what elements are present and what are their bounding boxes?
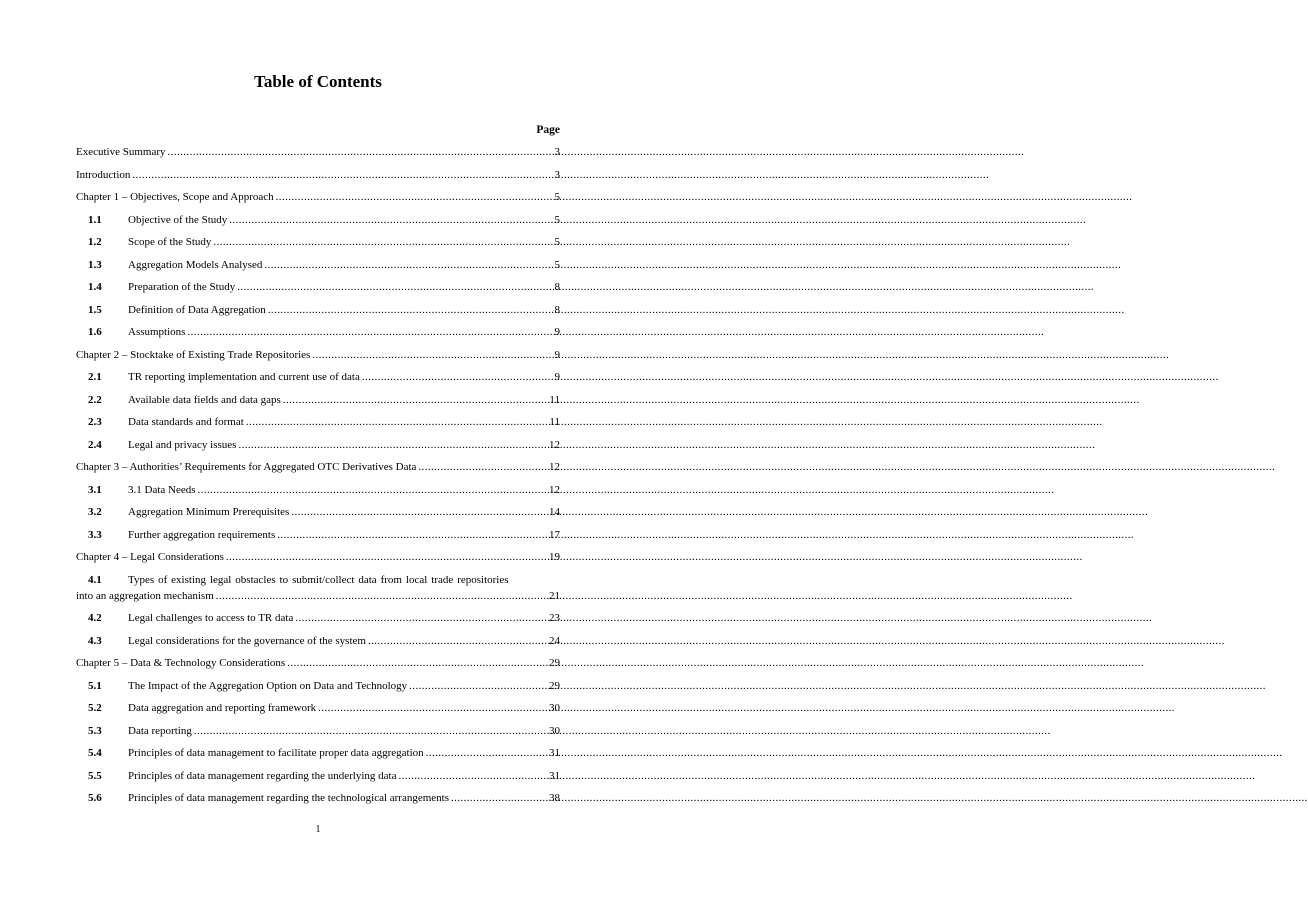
toc-subsection-entry[interactable] bbox=[76, 725, 560, 738]
toc-entry-page: 8 bbox=[554, 281, 560, 293]
toc-entry-title: Legal considerations for the governance of the system bbox=[128, 634, 366, 647]
toc-entry-title: Aggregation Models Analysed bbox=[128, 258, 263, 271]
toc-leader-dots bbox=[198, 484, 547, 497]
toc-entry-number: 3.1 bbox=[88, 483, 102, 496]
toc-leader-dots bbox=[426, 747, 547, 760]
toc-entry-number: 5.2 bbox=[88, 702, 102, 714]
toc-entry-title: TR reporting implementation and current use of data bbox=[128, 371, 360, 383]
toc-section-entry[interactable] bbox=[76, 461, 560, 474]
page-column-label: Page bbox=[536, 124, 560, 136]
toc-entry-number: 2.4 bbox=[88, 438, 102, 451]
toc-leader-dots bbox=[295, 612, 547, 625]
toc-entry-page: 23 bbox=[549, 612, 560, 624]
toc-subsection-entry[interactable] bbox=[76, 529, 560, 542]
toc-entry-page: 3 bbox=[554, 146, 560, 158]
toc-leader-dots bbox=[216, 590, 547, 603]
toc-entry-page: 31 bbox=[549, 769, 560, 782]
toc-entry-page: 29 bbox=[549, 679, 560, 692]
toc-entry-number: 2.2 bbox=[88, 393, 102, 406]
toc-entry-title: Chapter 1 – Objectives, Scope and Approach bbox=[76, 191, 274, 203]
toc-entry-number: 2.1 bbox=[88, 371, 102, 383]
toc-entry-title: Principles of data management regarding the technological arrangements bbox=[128, 792, 450, 804]
toc-entry-title: The Impact of the Aggregation Option on Data and Technology bbox=[128, 679, 408, 692]
toc-leader-dots bbox=[399, 770, 548, 783]
toc-subsection-entry[interactable] bbox=[76, 281, 560, 294]
toc-entry-number: 5.5 bbox=[88, 769, 102, 782]
toc-entry-title: Preparation of the Study bbox=[128, 281, 236, 293]
toc-subsection-entry[interactable] bbox=[76, 416, 560, 429]
toc-entry-page: 11 bbox=[549, 393, 560, 406]
toc-entry-title: Chapter 2 – Stocktake of Existing Trade Repositories bbox=[76, 348, 311, 361]
toc-subsection-entry[interactable] bbox=[76, 792, 560, 805]
toc-subsection-entry[interactable] bbox=[76, 259, 560, 272]
toc-entry-page: 24 bbox=[549, 634, 560, 647]
toc-entry-title: Principles of data management regarding the underlying data bbox=[128, 769, 397, 782]
toc-entry-number: 5.3 bbox=[88, 724, 102, 737]
toc-entry-number: 5.6 bbox=[88, 792, 102, 804]
toc-entry-page: 5 bbox=[554, 213, 560, 226]
toc-leader-dots bbox=[418, 461, 547, 474]
toc-section-entry[interactable] bbox=[76, 551, 560, 564]
toc-subsection-entry[interactable] bbox=[76, 371, 560, 384]
toc-leader-dots bbox=[187, 326, 552, 339]
toc-entry-number: 4.3 bbox=[88, 634, 102, 647]
toc-leader-dots bbox=[409, 680, 547, 693]
toc-entry-title: 3.1 Data Needs bbox=[128, 483, 196, 496]
toc-entry-page: 29 bbox=[549, 657, 560, 669]
toc-entry-number: 2.3 bbox=[88, 416, 102, 428]
toc-leader-dots bbox=[213, 236, 552, 249]
toc-subsection-entry[interactable] bbox=[76, 326, 560, 339]
toc-entry-number: 1.4 bbox=[88, 281, 102, 293]
toc-entry-title: Available data fields and data gaps bbox=[128, 393, 281, 406]
toc-leader-dots bbox=[277, 529, 547, 542]
toc-subsection-entry[interactable] bbox=[76, 770, 560, 783]
table-of-contents bbox=[76, 146, 560, 815]
toc-leader-dots bbox=[229, 214, 552, 227]
toc-entry-page: 30 bbox=[549, 724, 560, 737]
toc-entry-page: 21 bbox=[549, 589, 560, 602]
toc-entry-page: 9 bbox=[554, 326, 560, 338]
toc-entry-title: Chapter 3 – Authorities’ Requirements for Aggregated OTC Derivatives Data bbox=[76, 461, 417, 473]
toc-leader-dots bbox=[318, 702, 547, 715]
toc-entry-title: Data aggregation and reporting framework bbox=[128, 702, 317, 714]
toc-entry-title: Objective of the Study bbox=[128, 213, 228, 226]
toc-leader-dots bbox=[283, 394, 548, 407]
toc-entry[interactable] bbox=[76, 574, 560, 603]
toc-entry-title: Executive Summary bbox=[76, 146, 166, 158]
toc-entry-title: Types of existing legal obstacles to submit/collect data from local trade repositories bbox=[128, 573, 509, 586]
toc-entry-number: 3.2 bbox=[88, 506, 102, 518]
toc-entry-page: 12 bbox=[549, 438, 560, 451]
toc-entry-number: 1.2 bbox=[88, 236, 102, 248]
toc-subsection-entry[interactable] bbox=[76, 612, 560, 625]
toc-leader-dots bbox=[238, 439, 547, 452]
toc-subsection-entry[interactable] bbox=[76, 702, 560, 715]
toc-entry-title: Further aggregation requirements bbox=[128, 528, 276, 541]
toc-entry-page: 5 bbox=[554, 258, 560, 271]
toc-entry-number: 1.3 bbox=[88, 258, 102, 271]
toc-subsection-entry[interactable] bbox=[76, 635, 560, 648]
toc-entry-number: 3.3 bbox=[88, 528, 102, 541]
toc-entry-title: Definition of Data Aggregation bbox=[128, 303, 266, 316]
toc-leader-dots bbox=[237, 281, 552, 294]
toc-entry-page: 30 bbox=[549, 702, 560, 714]
toc-entry-number: 1.1 bbox=[88, 213, 102, 226]
toc-subsection-entry[interactable] bbox=[76, 236, 560, 249]
toc-subsection-entry[interactable] bbox=[76, 304, 560, 317]
page-title: Table of Contents bbox=[254, 72, 382, 91]
toc-leader-dots bbox=[368, 635, 547, 648]
toc-entry-title: Chapter 4 – Legal Considerations bbox=[76, 551, 224, 563]
toc-leader-dots bbox=[451, 792, 547, 805]
toc-leader-dots bbox=[246, 416, 548, 429]
toc-entry-title: Data reporting bbox=[128, 724, 192, 737]
toc-entry-page: 9 bbox=[554, 371, 560, 383]
toc-section-entry[interactable] bbox=[76, 191, 560, 204]
toc-entry-title: Scope of the Study bbox=[128, 236, 212, 248]
toc-entry-page: 19 bbox=[549, 551, 560, 563]
toc-entry-page: 3 bbox=[554, 168, 560, 181]
toc-entry-page: 17 bbox=[549, 528, 560, 541]
toc-subsection-entry[interactable] bbox=[76, 506, 560, 519]
toc-leader-dots bbox=[268, 304, 553, 317]
toc-section-entry[interactable] bbox=[76, 657, 560, 670]
toc-leader-dots bbox=[287, 657, 547, 670]
toc-entry-page: 5 bbox=[554, 236, 560, 248]
toc-subsection-entry[interactable] bbox=[76, 214, 560, 227]
footer-page-number: 1 bbox=[315, 824, 321, 835]
toc-leader-dots bbox=[132, 169, 552, 182]
toc-entry-page: 38 bbox=[549, 792, 560, 804]
toc-entry-title: Data standards and format bbox=[128, 416, 244, 428]
toc-entry-page: 12 bbox=[549, 461, 560, 473]
toc-leader-dots bbox=[312, 349, 552, 362]
toc-entry-page: 12 bbox=[549, 483, 560, 496]
toc-leader-dots bbox=[362, 371, 553, 384]
toc-leader-dots bbox=[264, 259, 552, 272]
toc-entry-title: Principles of data management to facilitate proper data aggregation bbox=[128, 747, 424, 759]
toc-section-entry[interactable] bbox=[76, 169, 560, 182]
toc-entry-number: 5.1 bbox=[88, 679, 102, 692]
toc-subsection-entry[interactable] bbox=[76, 680, 560, 693]
toc-entry-number: 1.5 bbox=[88, 303, 102, 316]
toc-subsection-entry[interactable] bbox=[76, 394, 560, 407]
toc-entry-page: 5 bbox=[554, 191, 560, 203]
toc-entry-page: 9 bbox=[554, 348, 560, 361]
toc-leader-dots bbox=[194, 725, 547, 738]
toc-entry-number: 1.6 bbox=[88, 326, 102, 338]
toc-entry-title: Introduction bbox=[76, 168, 131, 181]
toc-subsection-entry[interactable] bbox=[76, 439, 560, 452]
toc-entry-title: Legal and privacy issues bbox=[128, 438, 237, 451]
toc-subsection-entry[interactable] bbox=[76, 747, 560, 760]
toc-leader-dots bbox=[226, 551, 547, 564]
toc-entry-number: 4.1 bbox=[88, 573, 102, 586]
toc-leader-dots bbox=[291, 506, 547, 519]
toc-subsection-entry[interactable] bbox=[76, 484, 560, 497]
toc-entry-page: 8 bbox=[554, 303, 560, 316]
toc-entry-title: Aggregation Minimum Prerequisites bbox=[128, 506, 290, 518]
toc-section-entry[interactable] bbox=[76, 146, 560, 159]
toc-entry-title: Legal challenges to access to TR data bbox=[128, 612, 294, 624]
toc-entry-number: 5.4 bbox=[88, 747, 102, 759]
toc-entry-page: 14 bbox=[549, 506, 560, 518]
toc-entry-title: Chapter 5 – Data & Technology Considerations bbox=[76, 657, 286, 669]
toc-entry-page: 31 bbox=[549, 747, 560, 759]
toc-entry-title-continued: into an aggregation mechanism bbox=[76, 589, 214, 602]
toc-leader-dots bbox=[168, 146, 553, 159]
toc-section-entry[interactable] bbox=[76, 349, 560, 362]
toc-entry-number: 4.2 bbox=[88, 612, 102, 624]
toc-entry-title: Assumptions bbox=[128, 326, 186, 338]
toc-leader-dots bbox=[276, 191, 553, 204]
toc-entry-page: 11 bbox=[549, 416, 560, 428]
